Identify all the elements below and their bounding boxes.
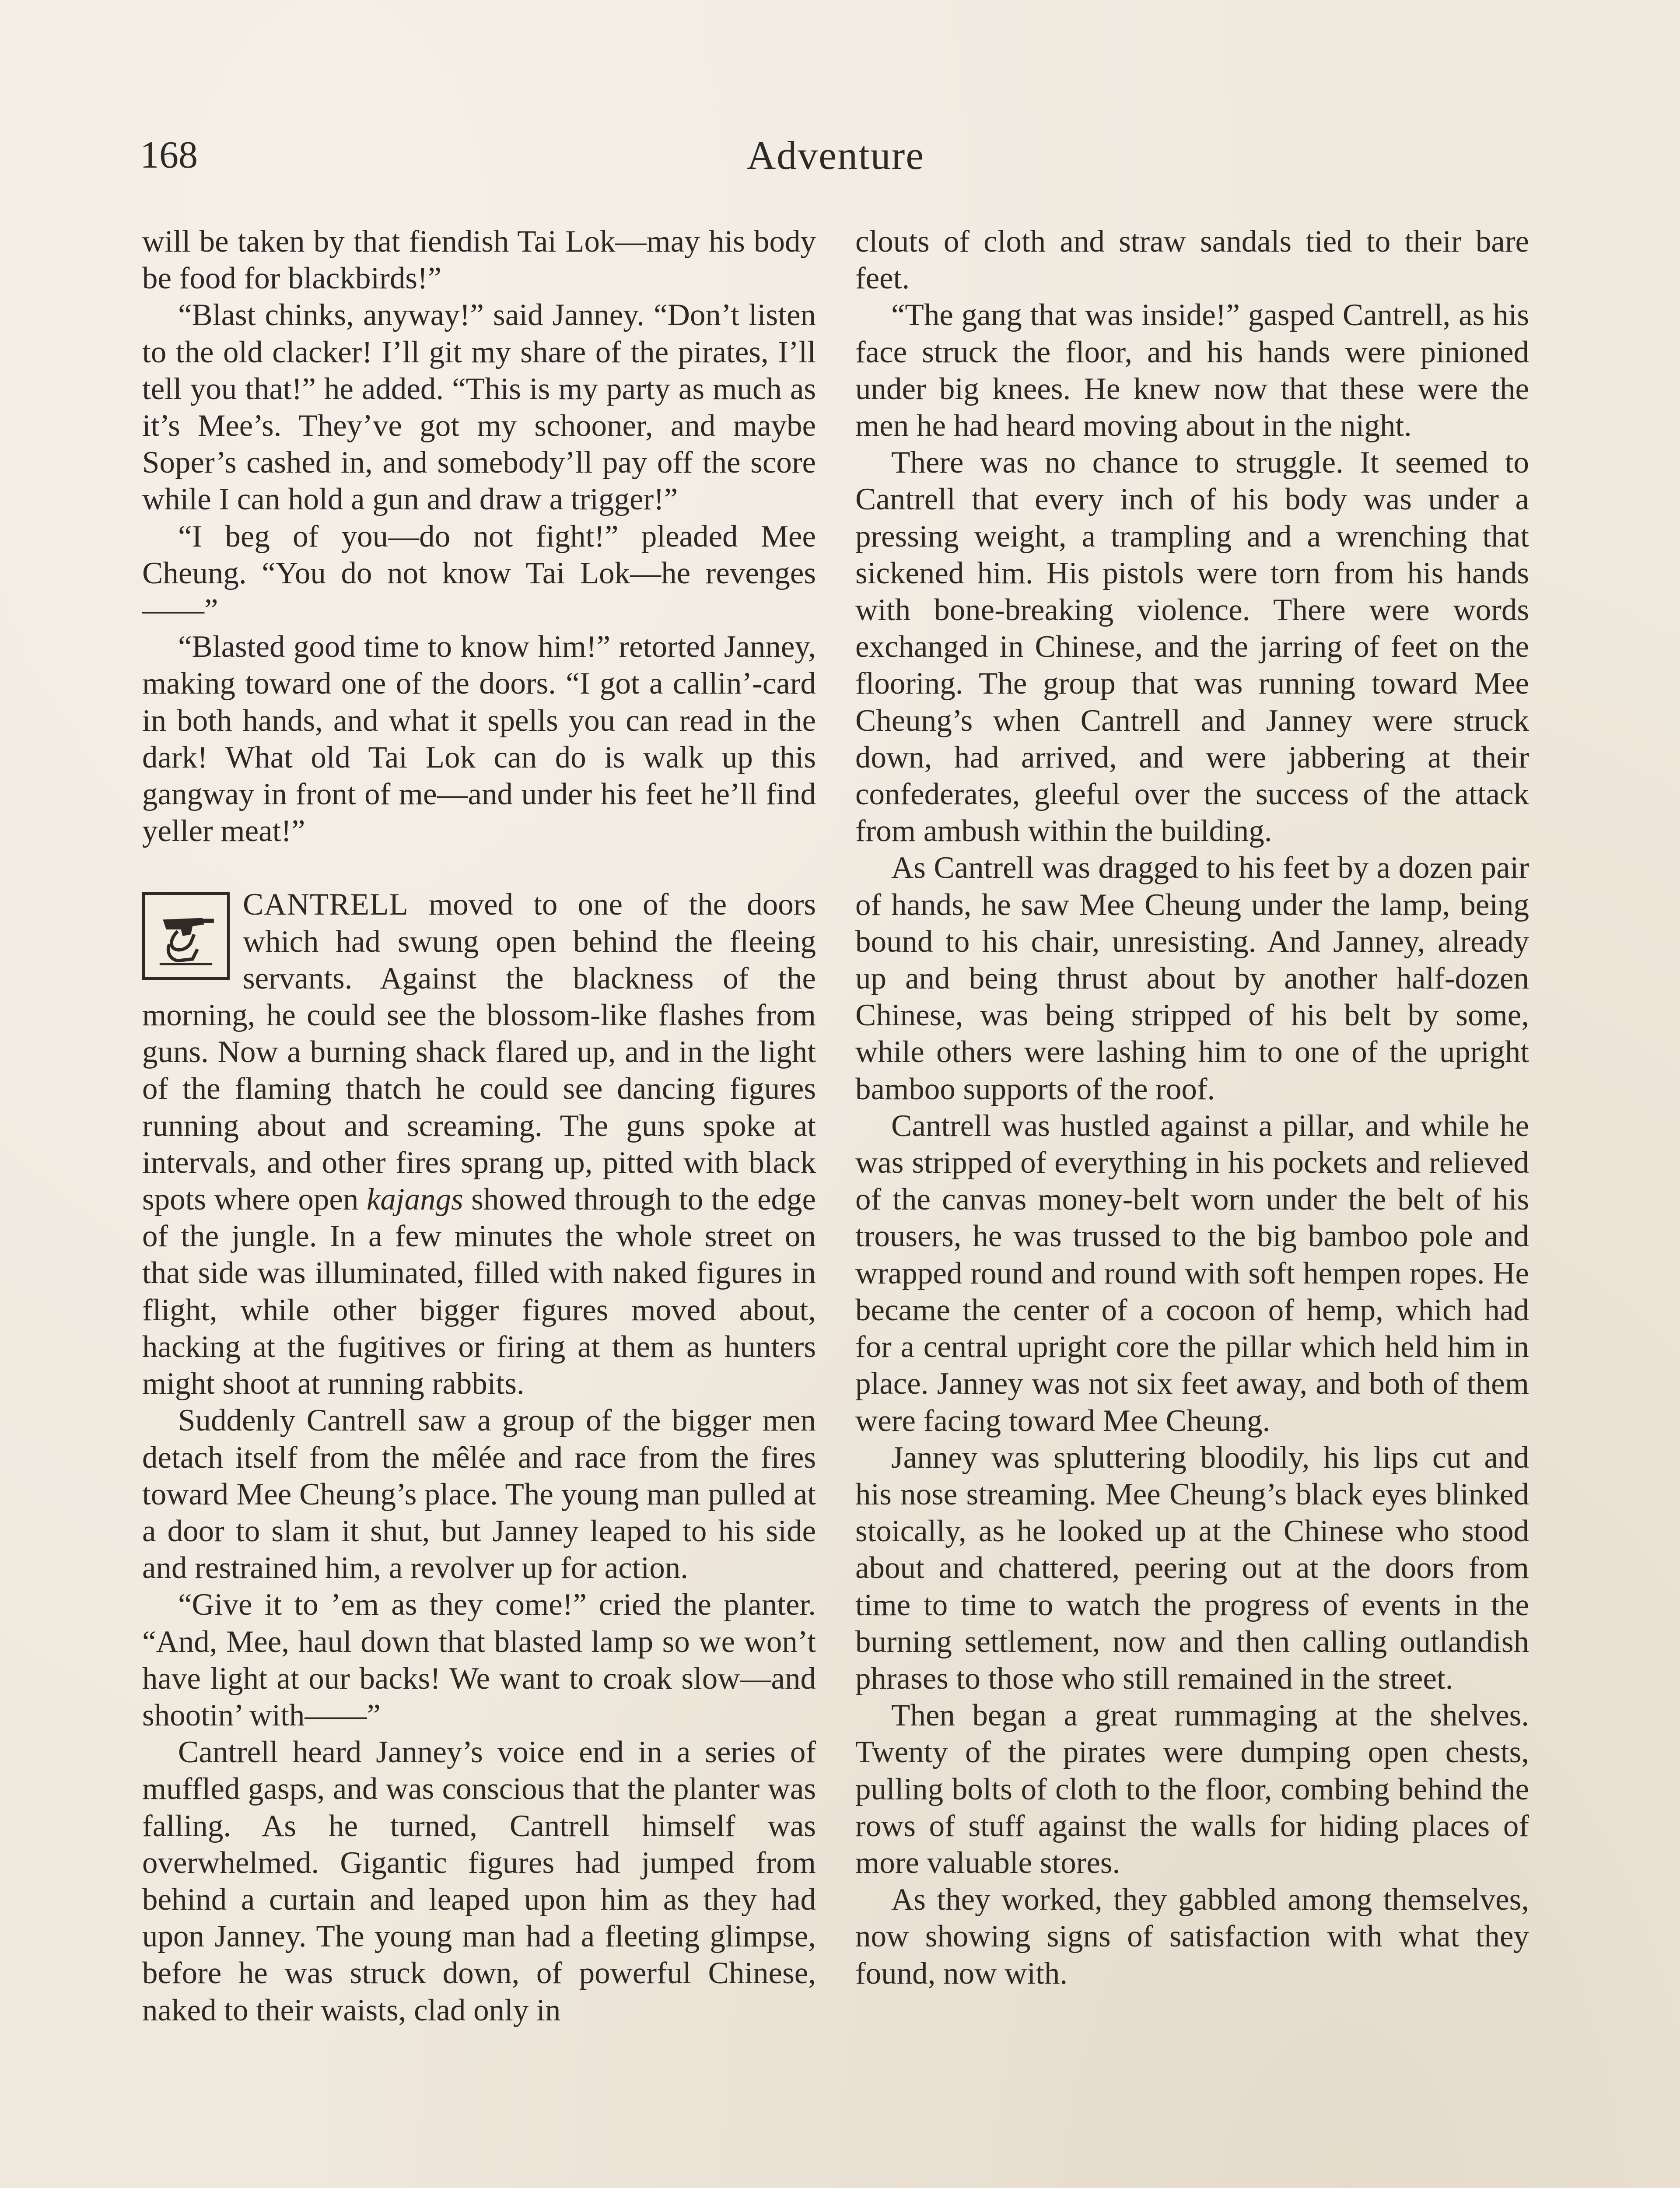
paragraph: As they worked, they gabbled among themselves, now showing signs of satisfaction with what they found, now with. <box>855 1883 1529 1991</box>
paragraph: “Blast chinks, anyway!” said Janney. “Don’t listen to the old clacker! I’ll git my share of the pirates, I’ll tell you that!” he added. “This is my party as much as it’s Mee’s. They’ve got my schooner, and maybe Soper’s cashed in, and somebody’ll pay off the score while I can hold a gun and draw a trigger!” <box>142 298 816 517</box>
paragraph: Janney was spluttering bloodily, his lips cut and his nose streaming. Mee Cheung’s black eyes blinked stoically, as he looked up at the Chinese who stood about and chattered, peering out at the doors from time to time to watch the progress of events in the burning settlement, now and then calling outlandish phrases to those who still remained in the street. <box>855 1440 1529 1696</box>
section-lead-word: CANTRELL <box>243 887 409 922</box>
paragraph: will be taken by that fiendish Tai Lok—may his body be food for blackbirds!” <box>142 224 816 296</box>
page-header <box>140 131 1531 184</box>
section-text-continued: showed through to the edge of the jungle. In a few minutes the whole street on that side was illuminated, filled with naked figures in flight, while other bigger figures moved about, hacking at the fugitives or firing at them as hunters might shoot at running rabbits. <box>142 1182 816 1401</box>
left-column <box>142 223 816 2029</box>
paragraph: As Cantrell was dragged to his feet by a dozen pair of hands, he saw Mee Cheung under the lamp, being bound to his chair, unresisting. And Janney, already up and being thrust about by another half-dozen Chinese, was being stripped of his belt by some, while others were lashing him to one of the upright bamboo supports of the roof. <box>855 851 1529 1106</box>
paragraph: Then began a great rummaging at the shelves. Twenty of the pirates were dumping open chests, pulling bolts of cloth to the floor, combing behind the rows of stuff against the walls for hiding places of more valuable stores. <box>855 1698 1529 1880</box>
paragraph: Cantrell was hustled against a pillar, and while he was stripped of everything in his pockets and relieved of the canvas money-belt worn under the belt of his trousers, he was trussed to the big bamboo pole and wrapped round and round with soft hempen ropes. He became the center of a cocoon of hemp, which had for a central upright core the pillar which held him in place. Janney was not six feet away, and both of them were facing toward Mee Cheung. <box>855 1108 1529 1438</box>
pointing-hand-pistol-icon <box>142 892 230 980</box>
right-column <box>855 223 1529 1992</box>
paragraph: “Blasted good time to know him!” retorted Janney, making toward one of the doors. “I got a callin’-card in both hands, and what it spells you can read in the dark! What old Tai Lok can do is walk up this gangway in front of me—and under his feet he’ll find yeller meat!” <box>142 630 816 849</box>
paragraph: clouts of cloth and straw sandals tied to their bare feet. <box>855 224 1529 296</box>
paragraph: “I beg of you—do not fight!” pleaded Mee Cheung. “You do not know Tai Lok—he revenges——” <box>142 519 816 628</box>
paragraph: “Give it to ’em as they come!” cried the planter. “And, Mee, haul down that blasted lamp so we won’t have light at our backs! We want to croak slow—and shootin’ with——” <box>142 1588 816 1732</box>
section-opening-paragraph <box>142 886 816 1402</box>
running-head: Adventure <box>746 133 925 178</box>
paragraph: Suddenly Cantrell saw a group of the bigger men detach itself from the mêlée and race from the fires toward Mee Cheung’s place. The young man pulled at a door to slam it shut, but Janney leaped to his side and restrained him, a revolver up for action. <box>142 1403 816 1585</box>
paragraph: Cantrell heard Janney’s voice end in a series of muffled gasps, and was conscious that the planter was falling. As he turned, Cantrell himself was overwhelmed. Gigantic figures had jumped from behind a curtain and leaped upon him as they had upon Janney. The young man had a fleeting glimpse, before he was struck down, of powerful Chinese, naked to their waists, clad only in <box>142 1735 816 2027</box>
italic-term: kajangs <box>366 1182 463 1217</box>
page-number: 168 <box>140 134 198 176</box>
paragraph: “The gang that was inside!” gasped Cantrell, as his face struck the floor, and his hands were pinioned under big knees. He knew now that these were the men he had heard moving about in the night. <box>855 298 1529 443</box>
section-text: moved to one of the doors which had swung open behind the fleeing servants. Against the blackness of the morning, he could see the blossom-like flashes from guns. Now a burning shack flared up, and in the light of the flaming thatch he could see dancing figures running about and screaming. The guns spoke at intervals, and other fires sprang up, pitted with black spots where open <box>142 887 816 1217</box>
paragraph: There was no chance to struggle. It seemed to Cantrell that every inch of his body was under a pressing weight, a trampling and a wrenching that sickened him. His pistols were torn from his hands with bone-breaking violence. There were words exchanged in Chinese, and the jarring of feet on the flooring. The group that was running toward Mee Cheung’s when Cantrell and Janney were struck down, had arrived, and were jabbering at their confederates, gleeful over the success of the attack from ambush within the building. <box>855 445 1529 849</box>
